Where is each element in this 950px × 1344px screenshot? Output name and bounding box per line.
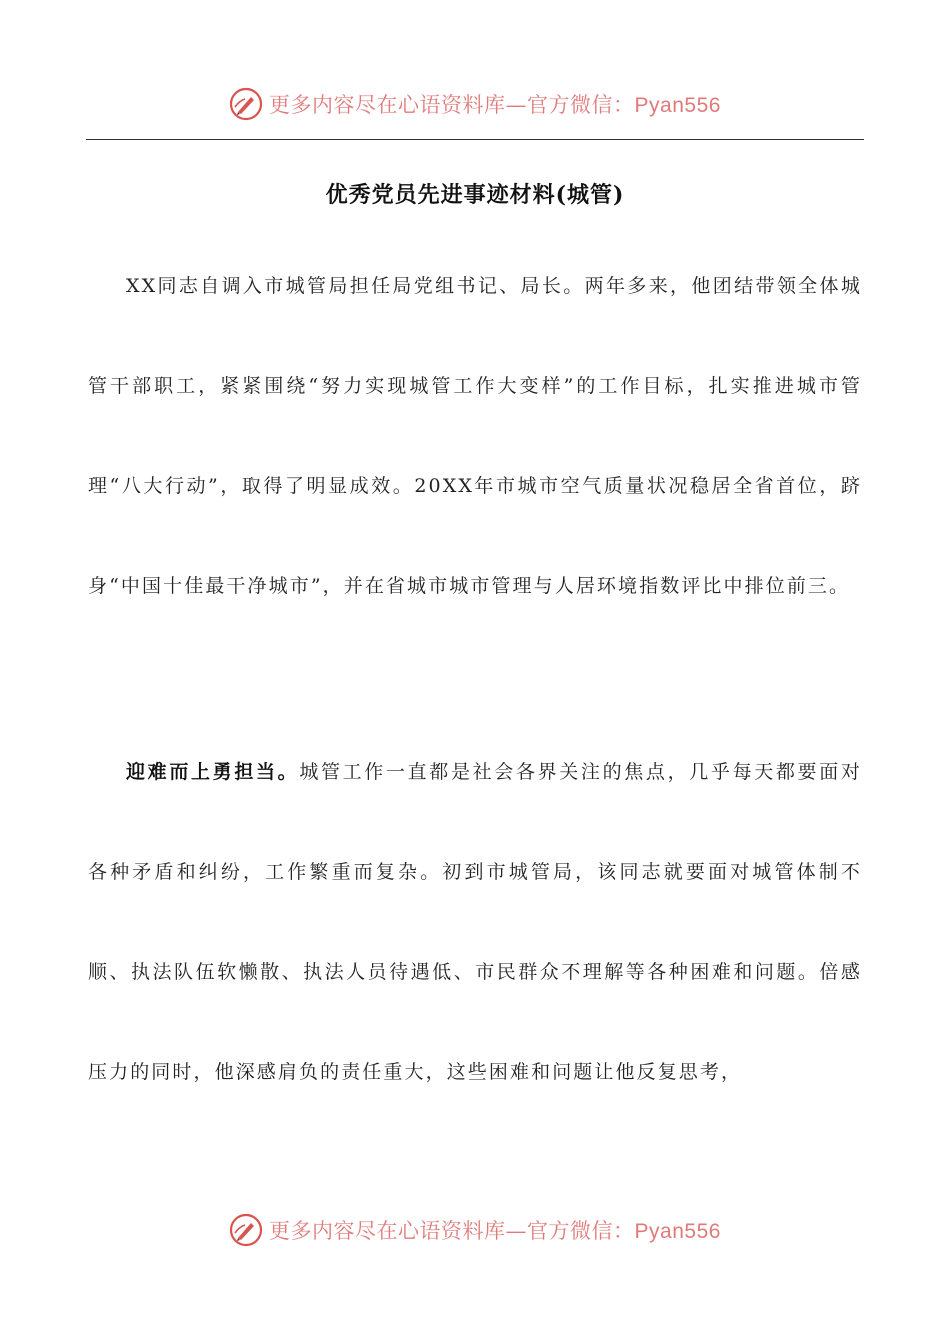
paragraph-1 — [88, 236, 862, 636]
banner-wechat-id: Pyan556 — [634, 1220, 721, 1243]
footer-banner — [0, 1210, 950, 1250]
paragraph-2-lead: 迎难而上勇担当。 — [126, 761, 300, 783]
banner-wechat-id: Pyan556 — [634, 94, 721, 117]
header-divider — [86, 139, 864, 140]
header-banner — [0, 84, 950, 124]
paragraph-2 — [88, 722, 862, 1122]
document-title: 优秀党员先进事迹材料(城管) — [325, 182, 625, 208]
banner-text — [269, 89, 721, 119]
banner-text-cn: 更多内容尽在心语资料库—官方微信： — [269, 93, 635, 117]
pen-logo-icon — [229, 1213, 263, 1247]
banner-text-cn: 更多内容尽在心语资料库—官方微信： — [269, 1219, 635, 1243]
banner-text — [269, 1215, 721, 1245]
paragraph-2-body: 城管工作一直都是社会各界关注的焦点，几乎每天都要面对各种矛盾和纠纷，工作繁重而复杂。初到市城管局，该同志就要面对城管体制不顺、执法队伍软懒散、执法人员待遇低、市民群众不理解等各种困难和问题。倍感压力的同时，他深感肩负的责任重大，这些困难和问题让他反复思考， — [88, 761, 862, 1083]
pen-logo-icon — [229, 87, 263, 121]
paragraph-1-body: XX同志自调入市城管局担任局党组书记、局长。两年多来，他团结带领全体城管干部职工，紧紧围绕“努力实现城管工作大变样”的工作目标，扎实推进城市管理“八大行动”，取得了明显成效。20XX年市城市空气质量状况稳居全省首位，跻身“中国十佳最干净城市”，并在省城市城市管理与人居环境指数评比中排位前三。 — [88, 275, 862, 597]
